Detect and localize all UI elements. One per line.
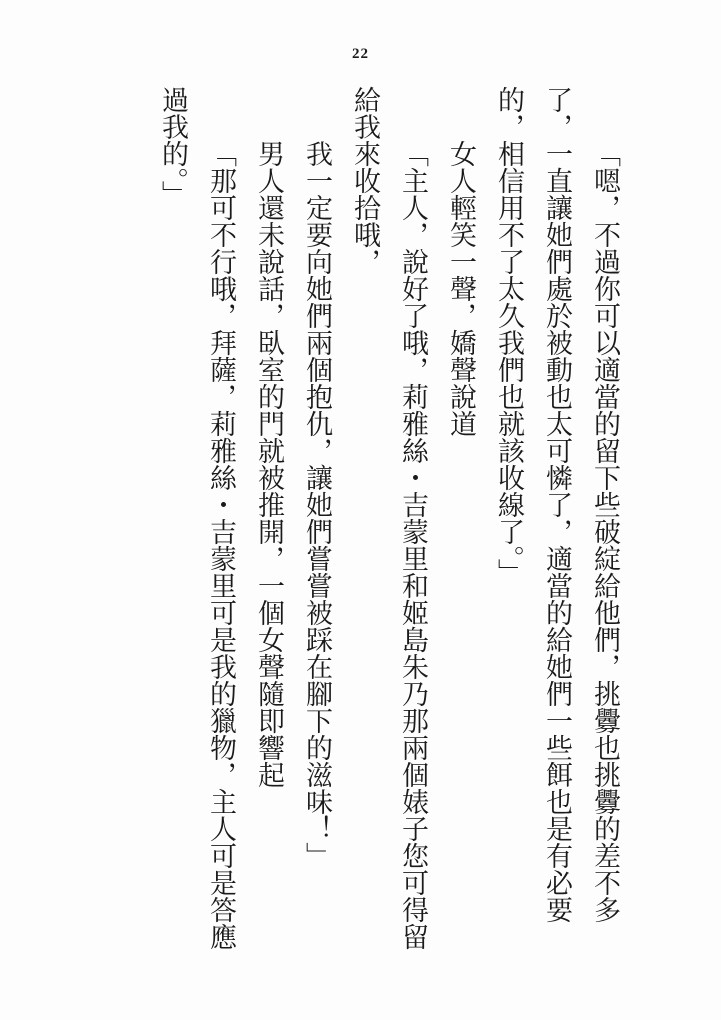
paragraph-4: 我一定要向她們兩個抱仇，讓她們嘗嘗被踩在腳下的滋味！」 bbox=[302, 140, 332, 869]
text-area bbox=[143, 86, 629, 962]
paragraph-2: 女人輕笑一聲，嬌聲說道 bbox=[446, 140, 476, 437]
paragraph-1: 「嗯，不過你可以適當的留下些破綻給他們，挑釁也挑釁的差不多了，一直讓她們處於被動也太可憐了，適當的給她們一些餌也是有必要的，相信用不了太久我們也就該收線了。」 bbox=[494, 86, 620, 923]
paragraph-5: 男人還未說話，臥室的門就被推開，一個女聲隨即響起 bbox=[254, 140, 284, 788]
paragraph-3: 「主人，說好了哦，莉雅絲・吉蒙里和姬島朱乃那兩個婊子您可得留給我來收拾哦， bbox=[350, 86, 428, 950]
page-number: 22 bbox=[352, 46, 369, 62]
paragraph-6: 「那可不行哦，拜薩，莉雅絲・吉蒙里可是我的獵物，主人可是答應過我的。」 bbox=[158, 86, 236, 950]
